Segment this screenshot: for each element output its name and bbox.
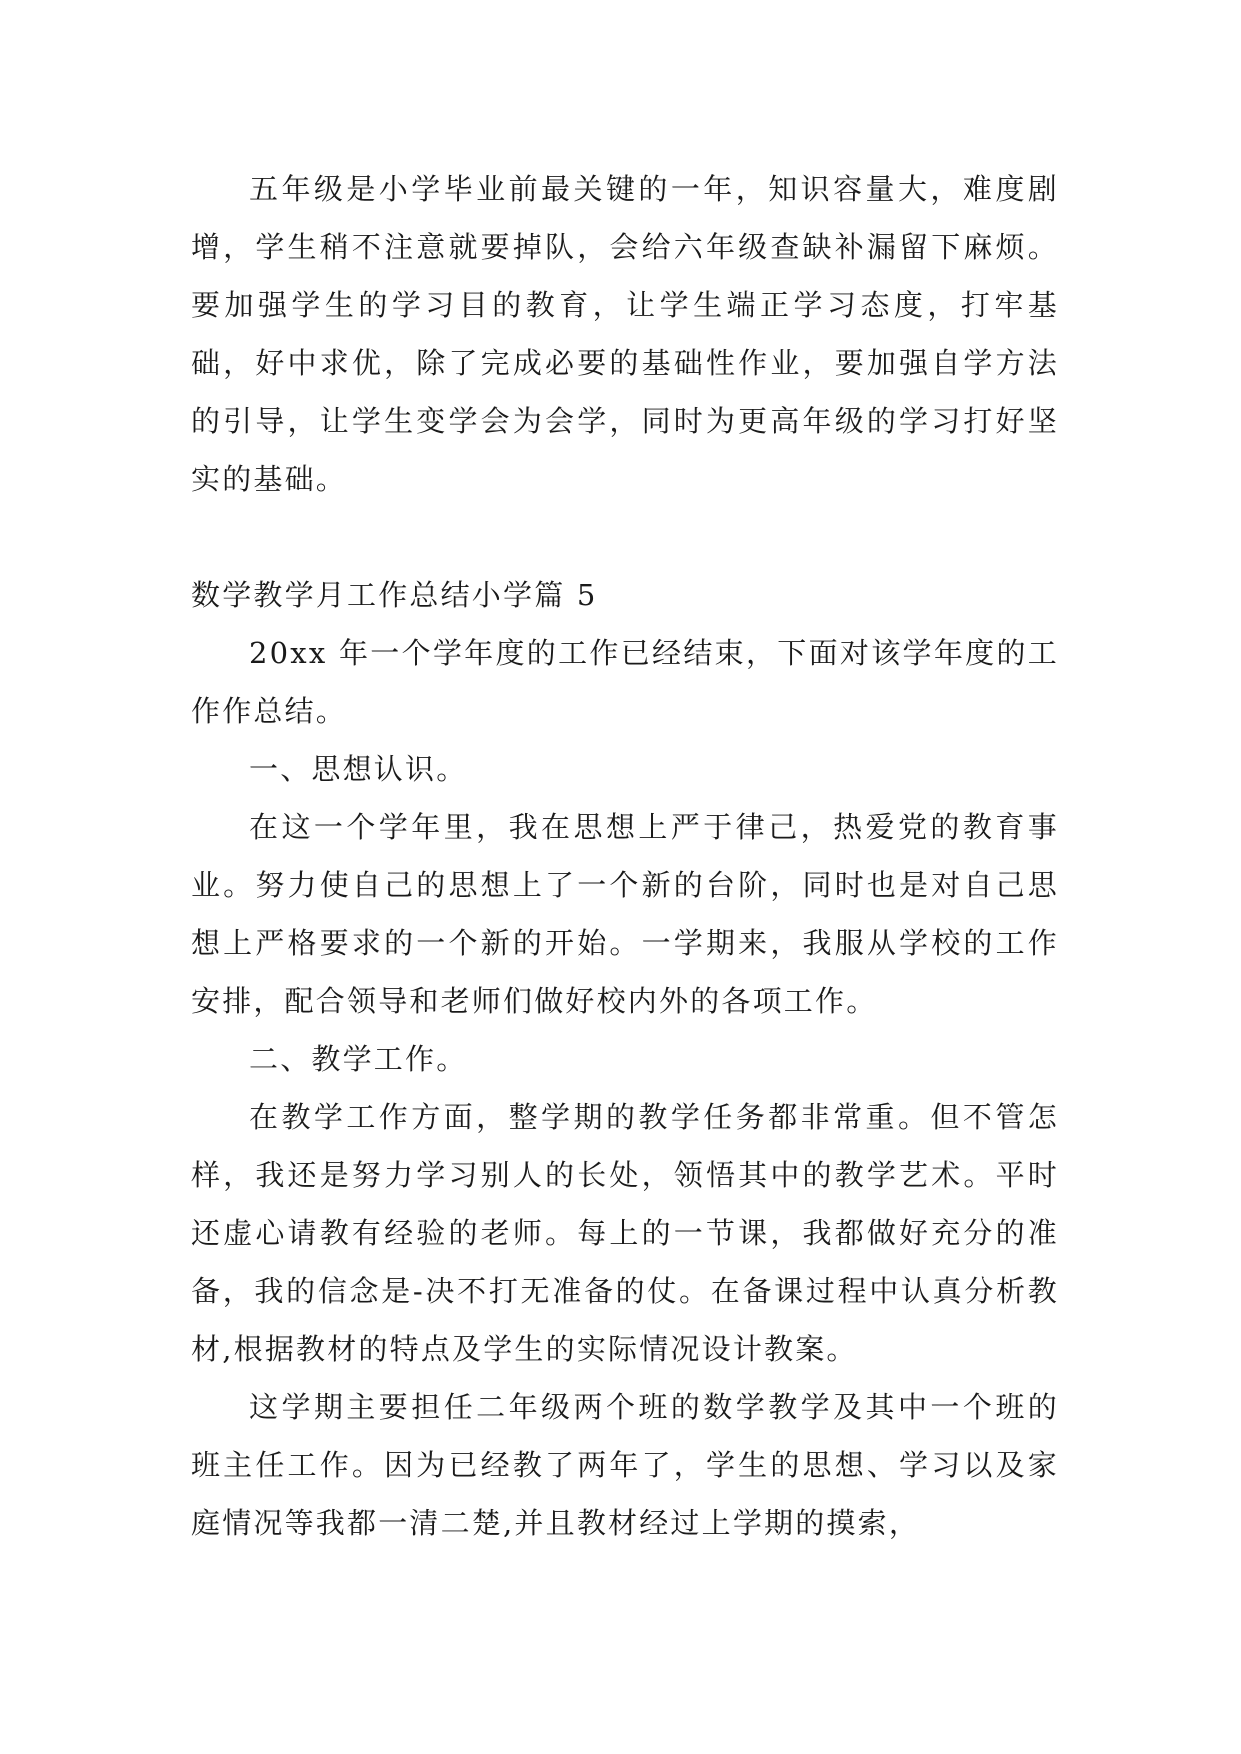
subheading-ideology: 一、思想认识。	[249, 752, 468, 786]
document-body	[191, 160, 1059, 1552]
section-title: 数学教学月工作总结小学篇 5	[191, 578, 598, 612]
paragraph-ideology: 在这一个学年里，我在思想上严于律己，热爱党的教育事业。努力使自己的思想上了一个新的台阶，同时也是对自己思想上严格要求的一个新的开始。一学期来，我服从学校的工作安排，配合领导和老师们做好校内外的各项工作。	[191, 810, 1059, 1018]
paragraph-teaching: 在教学工作方面，整学期的教学任务都非常重。但不管怎样，我还是努力学习别人的长处，领悟其中的教学艺术。平时还虚心请教有经验的老师。每上的一节课，我都做好充分的准备，我的信念是-决不打无准备的仗。在备课过程中认真分析教材,根据教材的特点及学生的实际情况设计教案。	[191, 1100, 1059, 1366]
paragraph-opening: 20xx 年一个学年度的工作已经结束，下面对该学年度的工作作总结。	[191, 636, 1059, 728]
intro-paragraph: 五年级是小学毕业前最关键的一年，知识容量大，难度剧增，学生稍不注意就要掉队，会给六年级查缺补漏留下麻烦。要加强学生的学习目的教育，让学生端正学习态度，打牢基础，好中求优，除了完成必要的基础性作业，要加强自学方法的引导，让学生变学会为会学，同时为更高年级的学习打好坚实的基础。	[191, 172, 1059, 496]
paragraph-class-duties: 这学期主要担任二年级两个班的数学教学及其中一个班的班主任工作。因为已经教了两年了，学生的思想、学习以及家庭情况等我都一清二楚,并且教材经过上学期的摸索，	[191, 1390, 1059, 1540]
section-spacer	[191, 508, 1059, 566]
subheading-teaching: 二、教学工作。	[249, 1042, 468, 1076]
